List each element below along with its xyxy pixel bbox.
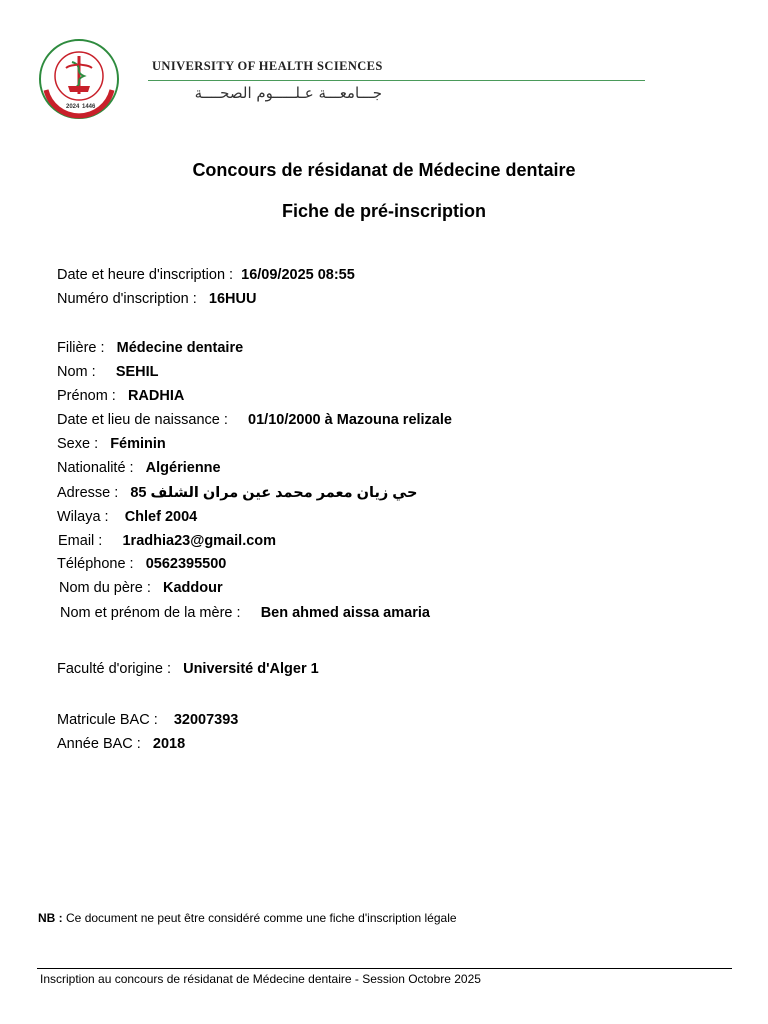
field-value: Université d'Alger 1 [183, 661, 319, 677]
field-value: 01/10/2000 à Mazouna relizale [248, 412, 452, 428]
field-annee-bac [57, 735, 185, 753]
field-date-inscription [57, 266, 355, 284]
field-label: Prénom : [57, 388, 116, 404]
field-matricule [57, 711, 238, 729]
field-label: Date et lieu de naissance : [57, 412, 228, 428]
field-telephone [57, 555, 226, 573]
field-nationalite [57, 459, 221, 477]
field-value: 32007393 [173, 712, 239, 728]
field-label: Sexe : [57, 436, 99, 452]
field-label: Téléphone : [57, 556, 134, 572]
field-label: Nom : [57, 364, 96, 380]
field-sexe [57, 435, 166, 453]
field-label: Nationalité : [57, 460, 134, 476]
field-label: Matricule BAC : [57, 712, 158, 728]
field-value: RADHIA [127, 388, 185, 404]
field-mere [60, 604, 430, 622]
field-label: Adresse : [57, 485, 119, 501]
field-value: Chlef 2004 [124, 509, 198, 525]
field-label: Date et heure d'inscription : [57, 267, 234, 283]
field-value: Ben ahmed aissa amaria [260, 605, 430, 621]
field-value: 2018 [152, 736, 186, 752]
field-pere [59, 579, 223, 597]
field-nom [57, 363, 159, 381]
field-adresse [57, 484, 417, 502]
field-value: حي زيان معمر محمد عين مران الشلف 85 [130, 485, 418, 501]
field-filiere [57, 339, 243, 357]
field-faculte [57, 660, 319, 678]
field-prenom [57, 387, 184, 405]
logo-year-right: 1446 [82, 104, 96, 110]
field-label: Wilaya : [57, 509, 109, 525]
field-label: Année BAC : [57, 736, 141, 752]
field-value: 16/09/2025 08:55 [241, 267, 355, 283]
field-label: Numéro d'inscription : [57, 291, 197, 307]
page-title: Concours de résidanat de Médecine dentaire [192, 160, 576, 180]
university-name-ar: جـــامعـــة عـلـــــوم الصحــــة [194, 84, 382, 102]
field-value: 1radhia23@gmail.com [122, 533, 277, 549]
field-value: Médecine dentaire [116, 340, 244, 356]
logo-year-left: 2024 [66, 104, 80, 110]
field-value: 16HUU [208, 291, 257, 307]
field-naissance [57, 411, 452, 429]
field-wilaya [57, 508, 197, 526]
field-value: Algérienne [145, 460, 221, 476]
university-name-en: UNIVERSITY OF HEALTH SCIENCES [152, 59, 383, 73]
university-logo [38, 38, 120, 120]
field-label: Nom et prénom de la mère : [60, 605, 241, 621]
page-subtitle: Fiche de pré-inscription [281, 201, 487, 221]
field-value: Kaddour [162, 580, 223, 596]
field-email [58, 532, 276, 550]
field-label: Email : [58, 533, 103, 549]
field-value: Féminin [110, 436, 166, 452]
field-label: Filière : [57, 340, 105, 356]
footer-divider [37, 968, 732, 969]
field-label: Nom du père : [59, 580, 151, 596]
field-value: SEHIL [115, 364, 159, 380]
footer-text: Inscription au concours de résidanat de Médecine dentaire - Session Octobre 2025 [40, 972, 481, 986]
field-value: 0562395500 [145, 556, 227, 572]
field-label: Faculté d'origine : [57, 661, 171, 677]
header-divider [148, 80, 645, 81]
nb-note [38, 911, 457, 925]
field-numero [57, 290, 256, 308]
nb-text: Ce document ne peut être considéré comme une fiche d'inscription légale [66, 911, 457, 925]
nb-prefix: NB : [38, 911, 63, 925]
